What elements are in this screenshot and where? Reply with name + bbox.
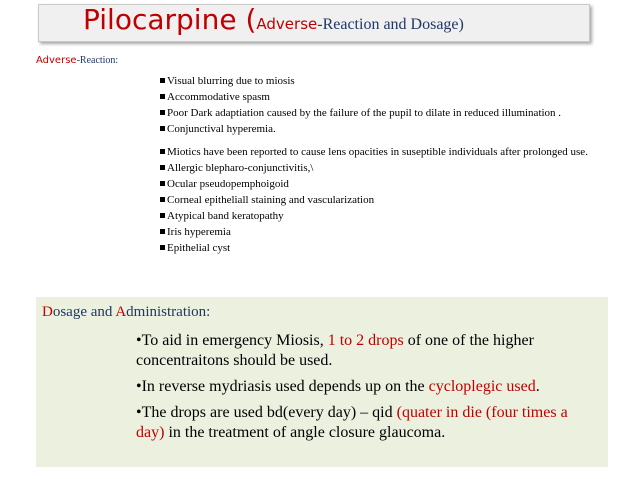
dosage-panel — [36, 297, 608, 467]
dosage-heading-a: A — [115, 304, 127, 320]
dosage-heading-osage-and: osage and — [52, 304, 116, 320]
adverse-heading-word: Adverse — [36, 55, 77, 66]
list-item — [160, 122, 610, 136]
square-bullet-icon — [160, 197, 165, 202]
dosage-text: •To aid in emergency Miosis, — [136, 332, 328, 349]
list-item-text: Ocular pseudopemphoigoid — [167, 178, 289, 190]
square-bullet-icon — [160, 245, 165, 250]
dosage-highlight: 1 to 2 drops — [327, 332, 404, 349]
dosage-text: •In reverse mydriasis used depends up on the — [136, 378, 429, 395]
square-bullet-icon — [160, 110, 165, 115]
square-bullet-icon — [160, 165, 165, 170]
list-item-text: Poor Dark adaptiation caused by the failure of the pupil to dilate in reduced illumination . — [167, 107, 562, 119]
list-item — [160, 209, 610, 223]
list-item — [160, 225, 610, 239]
title-banner — [38, 4, 590, 42]
list-item-text: Corneal epitheliall staining and vascularization — [167, 194, 375, 206]
title-main-text: Pilocarpine — [83, 4, 237, 36]
square-bullet-icon — [160, 126, 165, 131]
list-item-text: Epithelial cyst — [167, 242, 231, 254]
adverse-reaction-list — [160, 74, 610, 257]
square-bullet-icon — [160, 181, 165, 186]
title-open-paren: ( — [245, 4, 257, 36]
title-rest-text: -Reaction and Dosage) — [317, 16, 464, 33]
dosage-highlight: (quater in die (four times a day) — [136, 404, 568, 441]
dosage-heading — [42, 304, 210, 321]
list-item — [160, 161, 610, 175]
dosage-item-emergency-miosis — [136, 331, 596, 371]
dosage-text: . — [535, 378, 540, 395]
list-item — [160, 106, 610, 120]
dosage-list — [136, 331, 596, 449]
dosage-highlight: cycloplegic used — [428, 378, 536, 395]
list-item — [160, 241, 610, 255]
dosage-heading-d: D — [42, 304, 53, 320]
list-item — [160, 177, 610, 191]
square-bullet-icon — [160, 229, 165, 234]
slide-title — [83, 4, 464, 36]
dosage-text: of one of the higher concentraitons should be used. — [136, 332, 534, 369]
adverse-heading-rest: -Reaction: — [76, 55, 119, 66]
square-bullet-icon — [160, 213, 165, 218]
dosage-heading-dministration: dministration: — [126, 304, 211, 320]
square-bullet-icon — [160, 78, 165, 83]
list-item-text: Visual blurring due to miosis — [167, 75, 295, 87]
title-adverse-word: Adverse — [256, 15, 318, 33]
list-item-text: Miotics have been reported to cause lens opacities in suseptible individuals after prolonged use. — [167, 146, 588, 158]
square-bullet-icon — [160, 94, 165, 99]
adverse-reaction-heading — [36, 55, 118, 66]
list-item — [160, 90, 610, 104]
dosage-item-reverse-mydriasis — [136, 377, 596, 397]
list-item-text: Atypical band keratopathy — [167, 210, 284, 222]
list-item — [160, 193, 610, 207]
dosage-text: •The drops are used bd(every day) – qid — [136, 404, 397, 421]
list-item-text: Accommodative spasm — [167, 91, 270, 103]
dosage-item-frequency — [136, 403, 596, 443]
list-item-text: Conjunctival hyperemia. — [167, 123, 276, 135]
list-item — [160, 74, 610, 88]
dosage-text: in the treatment of angle closure glaucoma. — [164, 424, 446, 441]
list-item — [160, 145, 610, 159]
list-item-text: Allergic blepharo-conjunctivitis,\ — [167, 162, 314, 174]
list-item-text: Iris hyperemia — [167, 226, 231, 238]
square-bullet-icon — [160, 149, 165, 154]
